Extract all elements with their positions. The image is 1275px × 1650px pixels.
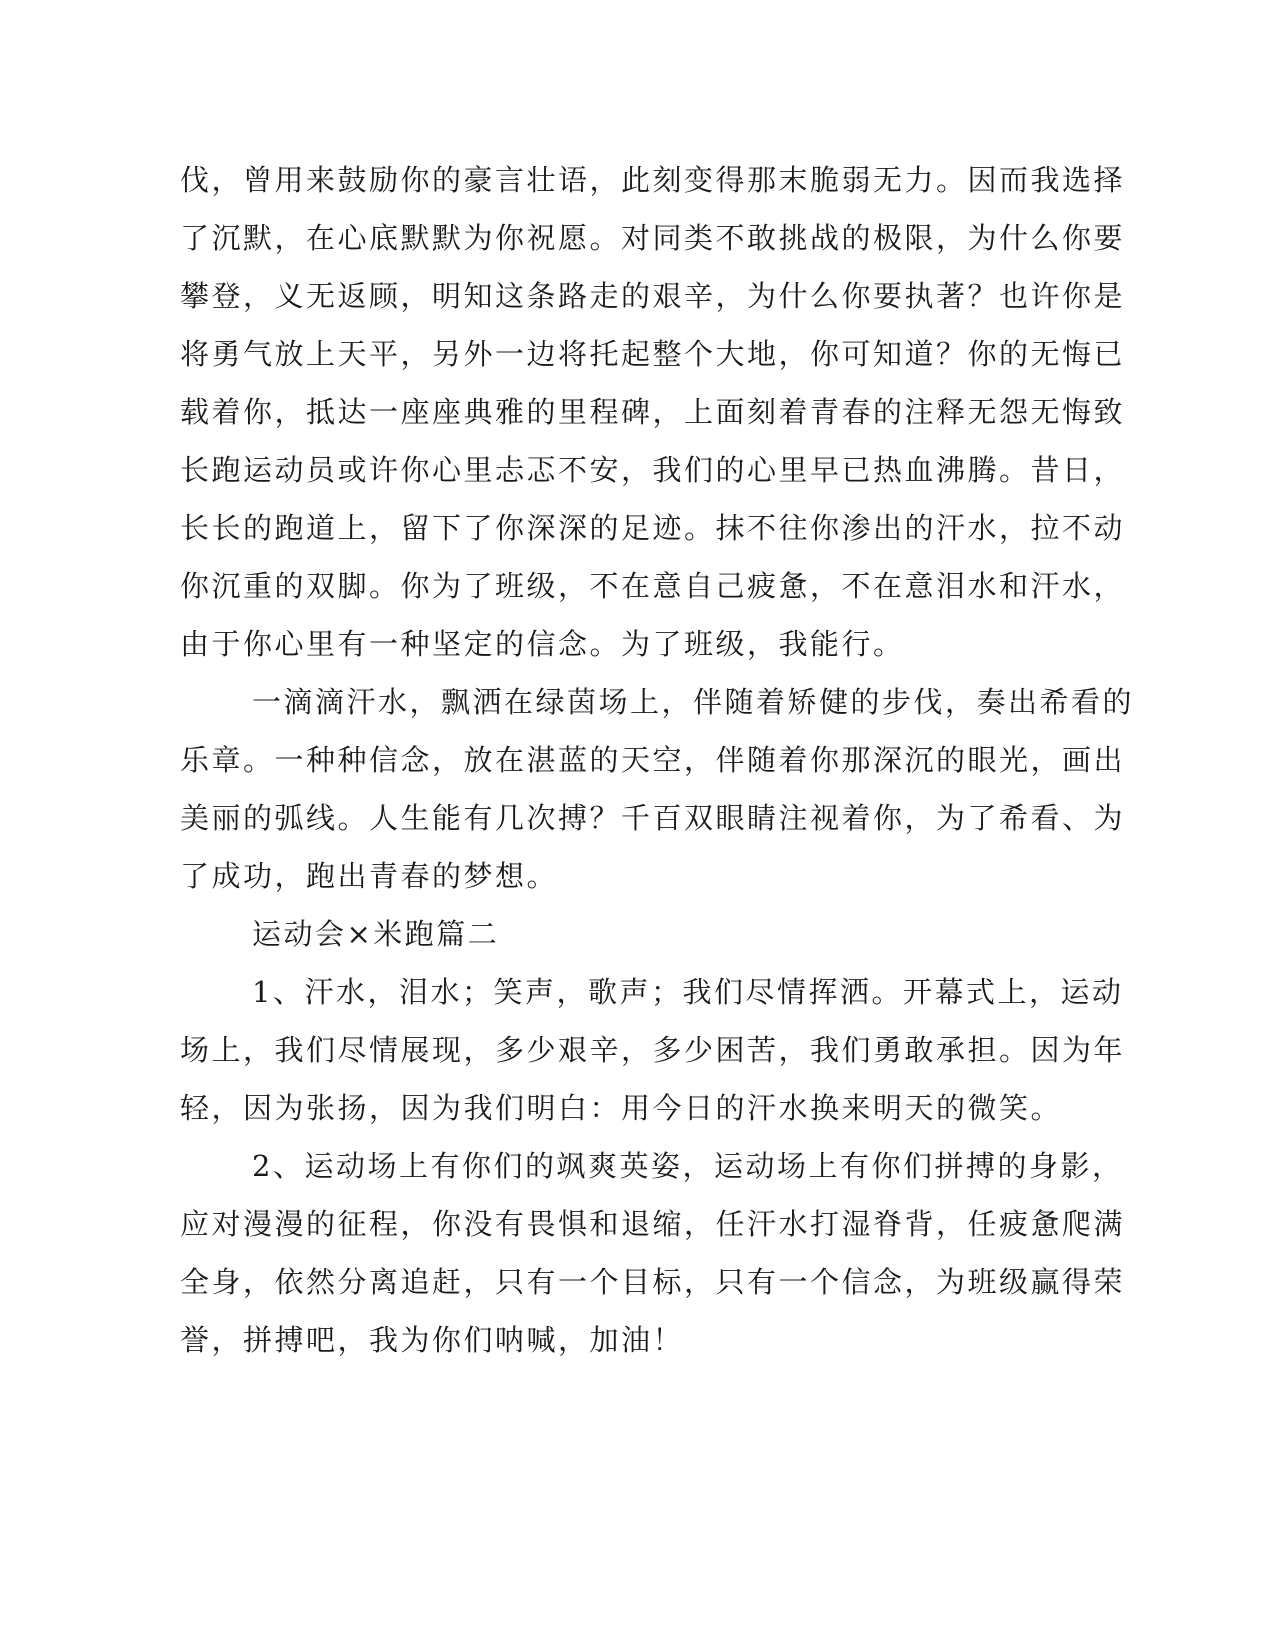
text-line: 将勇气放上天平，另外一边将托起整个大地，你可知道？你的无悔已 (180, 337, 1126, 371)
text-line: 乐章。一种种信念，放在湛蓝的天空，伴随着你那深沉的眼光，画出 (180, 743, 1126, 777)
text-line: 由于你心里有一种坚定的信念。为了班级，我能行。 (180, 627, 905, 661)
text-line: 长长的跑道上，留下了你深深的足迹。抹不往你渗出的汗水，拉不动 (180, 511, 1126, 545)
section-heading: 运动会×米跑篇二 (252, 917, 500, 951)
text-line: 伐，曾用来鼓励你的豪言壮语，此刻变得那末脆弱无力。因而我选择 (180, 163, 1126, 197)
text-line: 载着你，抵达一座座典雅的里程碑，上面刻着青春的注释无怨无悔致 (180, 395, 1126, 429)
text-line: 全身，依然分离追赶，只有一个目标，只有一个信念，为班级赢得荣 (180, 1265, 1126, 1299)
paragraph-first-line: 1、汗水，泪水；笑声，歌声；我们尽情挥洒。开幕式上，运动 (252, 975, 1124, 1009)
text-line: 了沉默，在心底默默为你祝愿。对同类不敢挑战的极限，为什么你要 (180, 221, 1126, 255)
text-line: 美丽的弧线。人生能有几次搏？千百双眼睛注视着你，为了希看、为 (180, 801, 1126, 835)
paragraph-first-line: 2、运动场上有你们的飒爽英姿，运动场上有你们拼搏的身影， (252, 1149, 1124, 1183)
text-line: 你沉重的双脚。你为了班级，不在意自己疲惫，不在意泪水和汗水， (180, 569, 1126, 603)
text-line: 应对漫漫的征程，你没有畏惧和退缩，任汗水打湿脊背，任疲惫爬满 (180, 1207, 1126, 1241)
text-line: 长跑运动员或许你心里忐忑不安，我们的心里早已热血沸腾。昔日， (180, 453, 1126, 487)
paragraph-first-line: 一滴滴汗水，飘洒在绿茵场上，伴随着矫健的步伐，奏出希看的 (252, 685, 1135, 719)
text-line: 誉，拼搏吧，我为你们呐喊，加油！ (180, 1323, 685, 1357)
text-line: 了成功，跑出青春的梦想。 (180, 859, 559, 893)
text-line: 轻，因为张扬，因为我们明白：用今日的汗水换来明天的微笑。 (180, 1091, 1063, 1125)
text-line: 场上，我们尽情展现，多少艰辛，多少困苦，我们勇敢承担。因为年 (180, 1033, 1126, 1067)
text-line: 攀登，义无返顾，明知这条路走的艰辛，为什么你要执著？也许你是 (180, 279, 1126, 313)
